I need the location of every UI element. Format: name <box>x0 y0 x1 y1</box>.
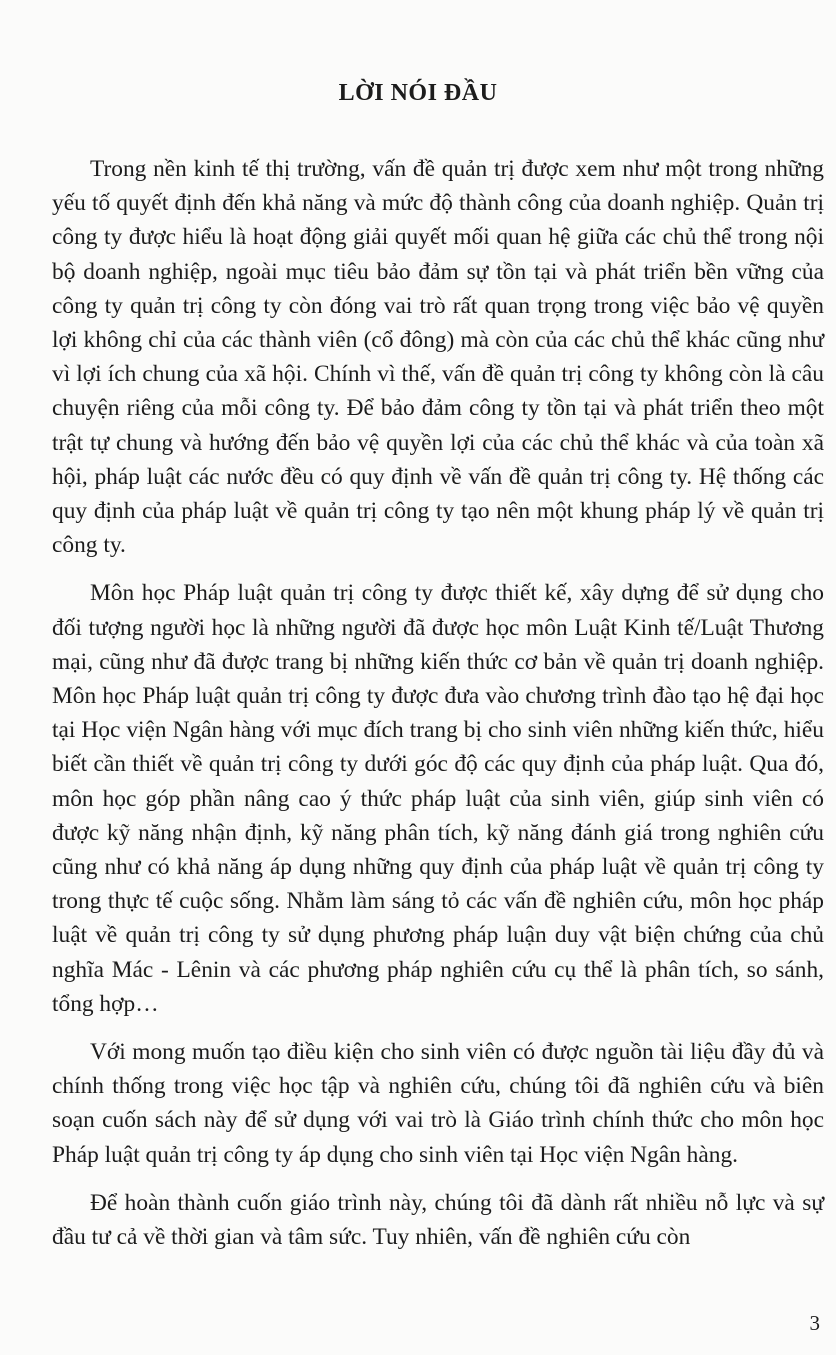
page-number: 3 <box>809 1311 820 1335</box>
page-title: LỜI NÓI ĐẦU <box>338 80 498 106</box>
paragraph-1: Trong nền kinh tế thị trường, vấn đề quản trị được xem như một trong những yếu tố quyết định đến khả năng và mức độ thành công của doanh nghiệp. Quản trị công ty được hiểu là hoạt động giải quyết mối quan hệ giữa các chủ thể trong nội bộ doanh nghiệp, ngoài mục tiêu bảo đảm sự tồn tại và phát triển bền vững của công ty quản trị công ty còn đóng vai trò rất quan trọng trong việc bảo vệ quyền lợi không chỉ của các thành viên (cổ đông) mà còn của các chủ thể khác cũng như vì lợi ích chung của xã hội. Chính vì thế, vấn đề quản trị công ty không còn là câu chuyện riêng của mỗi công ty. Để bảo đảm công ty tồn tại và phát triển theo một trật tự chung và hướng đến bảo vệ quyền lợi của các chủ thể khác và của toàn xã hội, pháp luật các nước đều có quy định về vấn đề quản trị công ty. Hệ thống các quy định của pháp luật về quản trị công ty tạo nên một khung pháp lý về quản trị công ty. <box>52 156 824 559</box>
paragraph-3: Với mong muốn tạo điều kiện cho sinh viên có được nguồn tài liệu đầy đủ và chính thống trong việc học tập và nghiên cứu, chúng tôi đã nghiên cứu và biên soạn cuốn sách này để sử dụng với vai trò là Giáo trình chính thức cho môn học Pháp luật quản trị công ty áp dụng cho sinh viên tại Học viện Ngân hàng. <box>52 1039 824 1168</box>
body-text <box>52 152 824 1268</box>
paragraph-4: Để hoàn thành cuốn giáo trình này, chúng tôi đã dành rất nhiều nỗ lực và sự đầu tư cả về thời gian và tâm sức. Tuy nhiên, vấn đề nghiên cứu còn <box>52 1189 824 1251</box>
paragraph-2: Môn học Pháp luật quản trị công ty được thiết kế, xây dựng để sử dụng cho đối tượng người học là những người đã được học môn Luật Kinh tế/Luật Thương mại, cũng như đã được trang bị những kiến thức cơ bản về quản trị doanh nghiệp. Môn học Pháp luật quản trị công ty được đưa vào chương trình đào tạo hệ đại học tại Học viện Ngân hàng với mục đích trang bị cho sinh viên những kiến thức, hiểu biết cần thiết về quản trị công ty dưới góc độ các quy định của pháp luật. Qua đó, môn học góp phần nâng cao ý thức pháp luật của sinh viên, giúp sinh viên có được kỹ năng nhận định, kỹ năng phân tích, kỹ năng đánh giá trong nghiên cứu cũng như có khả năng áp dụng những quy định của pháp luật về quản trị công ty trong thực tế cuộc sống. Nhằm làm sáng tỏ các vấn đề nghiên cứu, môn học pháp luật về quản trị công ty sử dụng phương pháp luận duy vật biện chứng của chủ nghĩa Mác - Lênin và các phương pháp nghiên cứu cụ thể là phân tích, so sánh, tổng hợp… <box>52 580 824 1017</box>
